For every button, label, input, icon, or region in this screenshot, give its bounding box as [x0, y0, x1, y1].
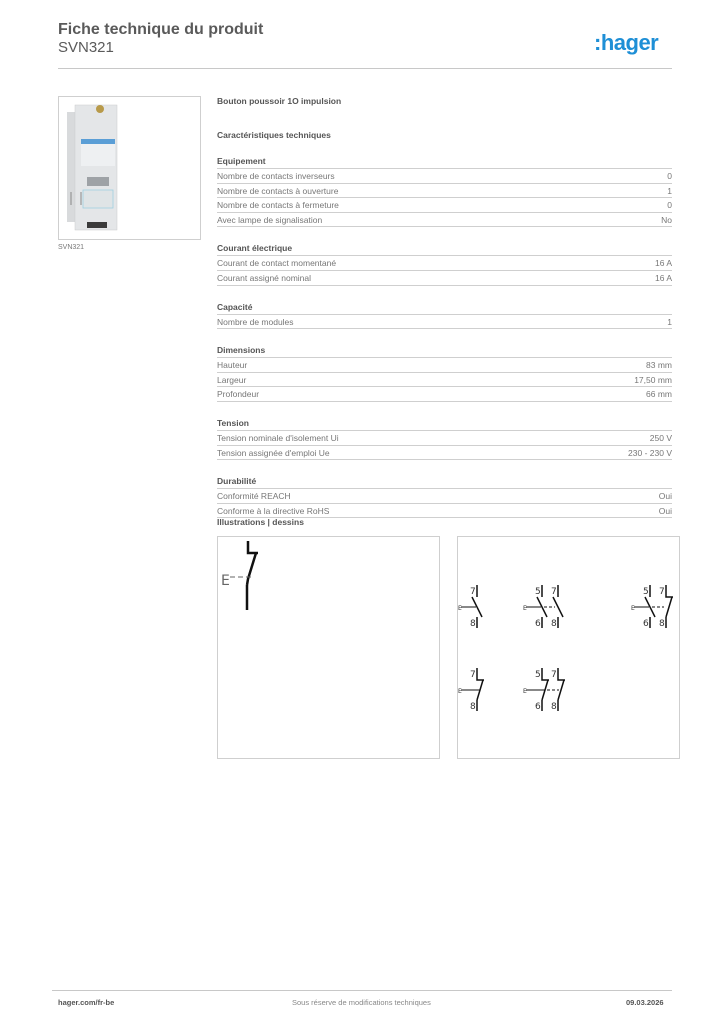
spec-row: Tension nominale d'isolement Ui 250 V — [217, 431, 672, 446]
product-reference: SVN321 — [58, 39, 114, 56]
illustration-wiring — [457, 536, 680, 759]
spec-row: Tension assignée d'emploi Ue 230 - 230 V — [217, 446, 672, 461]
spec-row: Largeur 17,50 mm — [217, 373, 672, 388]
section-title: Equipement — [217, 156, 672, 169]
footer-website-link[interactable]: hager.com/fr-be — [58, 998, 115, 1007]
hager-logo: :hager — [594, 30, 659, 55]
svg-text:E: E — [631, 605, 635, 612]
svg-text:7: 7 — [470, 587, 476, 597]
svg-text:E: E — [221, 573, 230, 589]
spec-row: Conformité REACH Oui — [217, 489, 672, 504]
modular-switch-icon — [59, 97, 202, 241]
svg-text:E: E — [523, 688, 527, 695]
spec-row: Nombre de contacts à fermeture 0 — [217, 198, 672, 213]
spec-row: Nombre de contacts inverseurs 0 — [217, 169, 672, 184]
spec-row: Courant de contact momentané 16 A — [217, 256, 672, 271]
diagram-4 — [458, 668, 484, 712]
spec-row: Hauteur 83 mm — [217, 358, 672, 373]
spec-row: Nombre de modules 1 — [217, 315, 672, 330]
svg-text:8: 8 — [551, 702, 557, 712]
spec-row: Profondeur 66 mm — [217, 387, 672, 402]
svg-text:7: 7 — [470, 670, 476, 680]
svg-text:6: 6 — [535, 619, 541, 629]
svg-text:8: 8 — [659, 619, 665, 629]
section-title: Courant électrique — [217, 243, 672, 256]
svg-text:7: 7 — [659, 587, 665, 597]
spec-row: Avec lampe de signalisation No — [217, 213, 672, 228]
section-dimensions — [217, 345, 672, 402]
section-tension — [217, 418, 672, 460]
section-title: Tension — [217, 418, 672, 431]
footer-divider — [52, 990, 672, 991]
svg-text:7: 7 — [551, 587, 557, 597]
diagram-3 — [631, 585, 673, 629]
specs-title: Caractéristiques techniques — [217, 130, 331, 140]
section-title: Durabilité — [217, 476, 672, 489]
header-divider — [58, 68, 672, 69]
section-capacite — [217, 302, 672, 330]
section-courant — [217, 243, 672, 285]
contact-wiring-icons — [458, 537, 681, 760]
pushbutton-symbol-icon — [218, 537, 441, 760]
illustration-symbol — [217, 536, 440, 759]
svg-text:E: E — [458, 688, 462, 695]
svg-text:7: 7 — [551, 670, 557, 680]
svg-text:6: 6 — [643, 619, 649, 629]
section-durabilite — [217, 476, 672, 518]
svg-text:8: 8 — [551, 619, 557, 629]
footer-date: 09.03.2026 — [626, 998, 664, 1007]
svg-text:5: 5 — [535, 670, 541, 680]
product-image — [58, 96, 201, 240]
spec-row: Nombre de contacts à ouverture 1 — [217, 184, 672, 199]
spec-row: Courant assigné nominal 16 A — [217, 271, 672, 286]
section-title: Dimensions — [217, 345, 672, 358]
svg-text:8: 8 — [470, 702, 476, 712]
footer-disclaimer: Sous réserve de modifications techniques — [292, 998, 431, 1007]
product-image-caption: SVN321 — [58, 244, 85, 251]
svg-text:5: 5 — [643, 587, 649, 597]
section-equipement — [217, 156, 672, 227]
svg-text:E: E — [523, 605, 527, 612]
diagram-1 — [458, 585, 482, 629]
svg-text:E: E — [458, 605, 462, 612]
illustrations-title: Illustrations | dessins — [217, 517, 304, 527]
diagram-2 — [523, 585, 563, 629]
page-title: Fiche technique du produit — [58, 21, 264, 38]
section-title: Capacité — [217, 302, 672, 315]
svg-text:8: 8 — [470, 619, 476, 629]
svg-text:6: 6 — [535, 702, 541, 712]
product-name: Bouton poussoir 1O impulsion — [217, 96, 342, 106]
diagram-5 — [523, 668, 565, 712]
spec-row: Conforme à la directive RoHS Oui — [217, 504, 672, 519]
svg-text:5: 5 — [535, 587, 541, 597]
specifications — [217, 96, 672, 518]
